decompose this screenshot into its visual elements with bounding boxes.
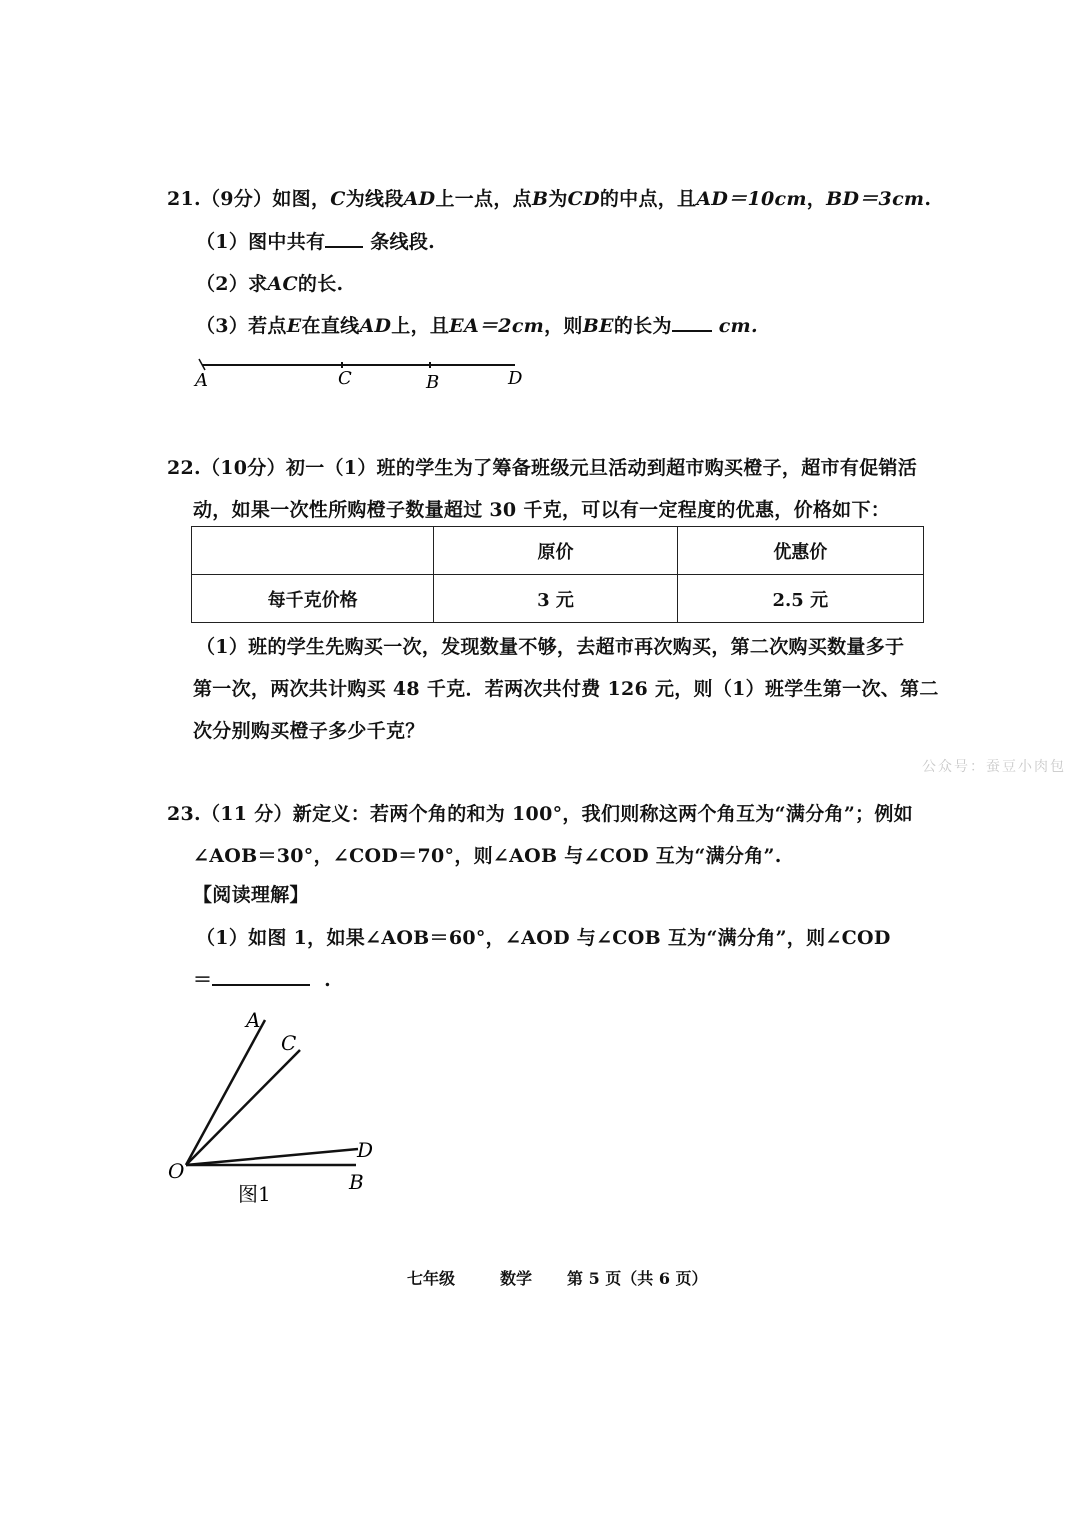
q21-stem: 21.（9分）如图，C为线段AD上一点，点B为CD的中点，且AD＝10cm，BD＝3cm. <box>167 188 932 210</box>
ray-oa <box>186 1020 265 1165</box>
q23-section-title: 【阅读理解】 <box>193 884 309 906</box>
q22-question-line2: 第一次，两次共计购买 48 千克．若两次共付费 126 元，则（1）班学生第一次、第二 <box>193 678 939 700</box>
header-cell-original: 原价 <box>434 527 677 575</box>
label-fig1-a: A <box>246 1008 261 1032</box>
watermark: 公众号：蚕豆小肉包 <box>922 759 1066 775</box>
q23-part1-line2: ＝ . <box>193 969 332 991</box>
price-table-header <box>192 527 924 575</box>
q21-part3: （3）若点E在直线AD上，且EA＝2cm，则BE的长为 cm. <box>196 315 758 337</box>
footer-page-number: 第 5 页（共 6 页） <box>567 1269 708 1288</box>
q23-stem-line2: ∠AOB＝30°，∠COD＝70°，则∠AOB 与∠COD 互为“满分角”. <box>193 845 782 867</box>
q21-part2: （2）求AC的长. <box>196 273 344 295</box>
q23-stem-line1: 23.（11 分）新定义：若两个角的和为 100°，我们则称这两个角互为“满分角”；例如 <box>167 803 913 825</box>
figure-1-caption: 图1 <box>238 1182 271 1206</box>
label-c: C <box>338 368 352 389</box>
label-d: D <box>508 368 523 389</box>
label-fig1-o: O <box>168 1159 185 1183</box>
q22-question-line1: （1）班的学生先购买一次，发现数量不够，去超市再次购买，第二次购买数量多于 <box>196 636 905 658</box>
price-table <box>191 526 924 623</box>
header-cell-empty <box>192 527 434 575</box>
price-table-row <box>192 575 924 623</box>
row-discount-price: 2.5 元 <box>677 575 923 623</box>
footer-subject: 数学 <box>500 1269 533 1288</box>
label-fig1-d: D <box>357 1138 374 1162</box>
label-fig1-b: B <box>349 1170 364 1194</box>
q22-stem-line2: 动，如果一次性所购橙子数量超过 30 千克，可以有一定程度的优惠，价格如下： <box>193 499 891 521</box>
label-fig1-c: C <box>281 1031 297 1055</box>
header-cell-discount: 优惠价 <box>677 527 923 575</box>
row-label: 每千克价格 <box>192 575 434 623</box>
q22-question-line3: 次分别购买橙子多少千克？ <box>193 720 425 742</box>
label-a: A <box>195 370 208 391</box>
q23-part1-blank <box>212 983 310 986</box>
row-original-price: 3 元 <box>434 575 677 623</box>
ray-oc <box>186 1050 300 1165</box>
ray-od <box>186 1149 358 1165</box>
q23-part1-line1: （1）如图 1，如果∠AOB＝60°，∠AOD 与∠COB 互为“满分角”，则∠COD <box>196 927 891 949</box>
label-b: B <box>426 372 440 393</box>
q21-part1: （1）图中共有 条线段. <box>196 231 436 253</box>
q22-stem-line1: 22.（10分）初一（1）班的学生为了筹备班级元旦活动到超市购买橙子，超市有促销活 <box>167 457 918 479</box>
footer-grade: 七年级 <box>407 1269 456 1288</box>
